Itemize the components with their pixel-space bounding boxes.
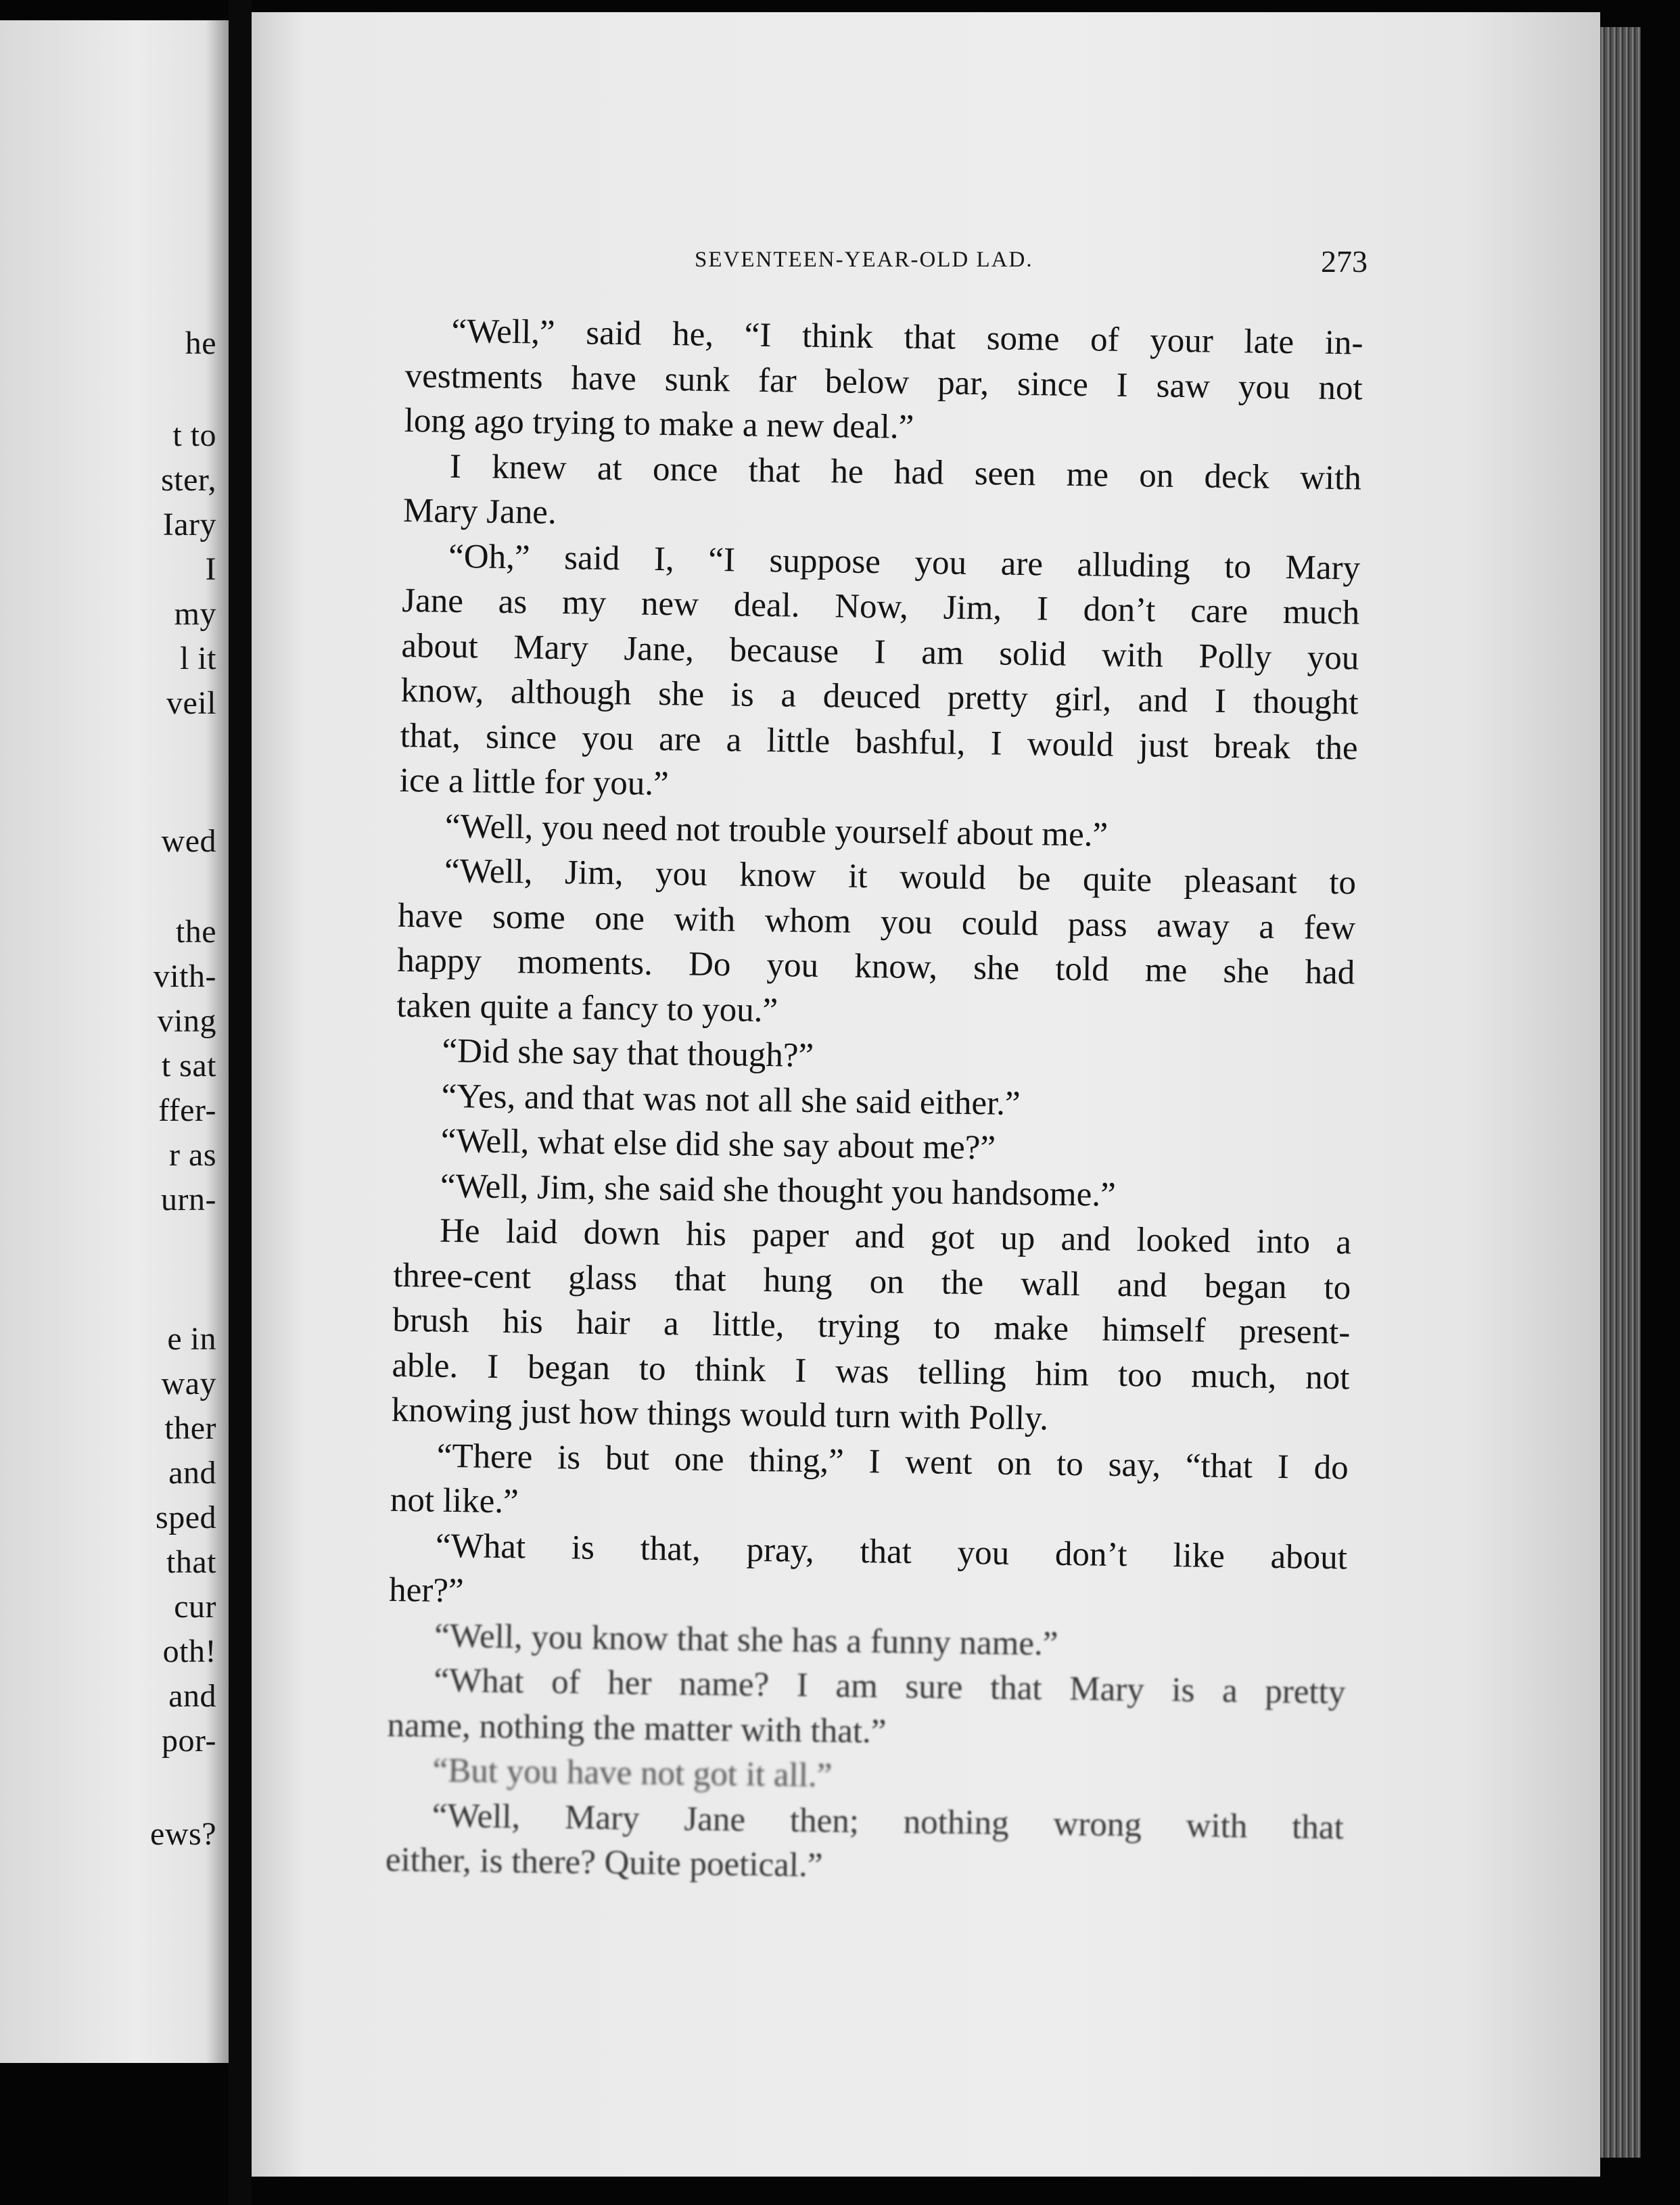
text-line: not like.” [390, 1481, 519, 1521]
book-gutter [229, 0, 252, 2205]
text-line: He laid down his paper and got up and looked into a [439, 1211, 1352, 1262]
text-line: three-cent glass that hung on the wall and began to [392, 1256, 1351, 1307]
text-line: ice a little for you.” [399, 761, 670, 804]
left-fragment: t sat [161, 1048, 216, 1084]
text-line: vestments have sunk far below par, since I saw you not [404, 356, 1363, 408]
left-fragment: t to [172, 417, 216, 453]
text-line: “There is but one thing,” I went on to say, “that I do [436, 1437, 1349, 1487]
left-fragment: sped [156, 1500, 216, 1535]
left-fragment: oth! [162, 1633, 216, 1669]
text-line: Mary Jane. [402, 491, 557, 532]
text-line: “Well, you know that she has a funny name.” [434, 1617, 1058, 1663]
left-facing-page [0, 20, 229, 2063]
text-line: knowing just how things would turn with Polly. [391, 1391, 1049, 1438]
left-fragment: way [161, 1366, 216, 1401]
left-fragment: wed [161, 823, 216, 859]
text-line: “Yes, and that was not all she said either.” [441, 1077, 1021, 1123]
body-text [386, 308, 1363, 1895]
text-line: about Mary Jane, because I am solid with Polly you [401, 626, 1359, 677]
left-fragment: and [168, 1455, 216, 1491]
text-line: brush his hair a little, trying to make himself present- [392, 1301, 1351, 1352]
text-line: I knew at once that he had seen me on deck with [449, 447, 1362, 498]
text-line: “Oh,” said I, “I suppose you are alluding to Mary [448, 537, 1361, 588]
left-fragment: the [175, 914, 216, 950]
page-number: 273 [1321, 244, 1368, 279]
text-line: happy moments. Do you know, she told me she had [397, 941, 1355, 992]
text-line: “Well, Mary Jane then; nothing wrong with that [431, 1796, 1345, 1847]
text-line: name, nothing the matter with that.” [387, 1706, 887, 1750]
text-line: “What of her name? I am sure that Mary is a pretty [434, 1661, 1346, 1712]
left-fragment: that [166, 1544, 216, 1580]
text-line: have some one with whom you could pass away a few [397, 896, 1356, 947]
text-line: “Well, you need not trouble yourself about me.” [444, 807, 1109, 854]
left-fragment: l it [179, 641, 216, 676]
left-fragment: ster, [161, 462, 216, 498]
text-line: long ago trying to make a new deal.” [404, 401, 914, 446]
text-line: “Did she say that though?” [442, 1031, 814, 1075]
text-line: “But you have not got it all.” [432, 1751, 833, 1795]
text-line: either, is there? Quite poetical.” [385, 1840, 823, 1885]
text-line: taken quite a fancy to you.” [396, 986, 778, 1029]
text-line: able. I began to think I was telling him too much, not [392, 1346, 1350, 1397]
left-fragment: he [185, 325, 216, 361]
text-line: “Well, Jim, she said she thought you handsome.” [440, 1167, 1117, 1214]
left-fragment: e in [167, 1321, 216, 1357]
left-fragment: urn- [161, 1182, 216, 1217]
text-line: that, since you are a little bashful, I would just break the [400, 716, 1358, 767]
left-fragment: veil [166, 685, 216, 721]
text-line: “What is that, pray, that you don’t like about [435, 1527, 1348, 1577]
left-fragment: I [205, 551, 216, 587]
left-fragment: Iary [162, 507, 216, 542]
left-fragment: cur [174, 1589, 216, 1625]
running-title: SEVENTEEN-YEAR-OLD LAD. [695, 248, 1033, 272]
left-fragment: por- [161, 1723, 216, 1759]
left-fragment: ther [164, 1410, 216, 1446]
left-fragment: r as [169, 1137, 216, 1173]
page-edge-stack [1600, 27, 1641, 2158]
text-line: Jane as my new deal. Now, Jim, I don’t care much [401, 581, 1360, 632]
left-fragment: ews? [150, 1816, 216, 1852]
left-fragment: vith- [153, 958, 216, 994]
running-head [441, 242, 1368, 289]
text-line: “Well, Jim, you know it would be quite pleasant to [444, 852, 1357, 902]
text-line: “Well, what else did she say about me?” [440, 1121, 996, 1167]
left-fragment: and [168, 1678, 216, 1714]
text-line: “Well,” said he, “I think that some of your late in- [451, 312, 1363, 363]
text-line: know, although she is a deuced pretty girl, and I thought [400, 671, 1359, 722]
left-fragment: ffer- [158, 1092, 216, 1128]
left-fragment: my [174, 596, 216, 632]
text-line: her?” [388, 1571, 464, 1610]
left-fragment: ving [157, 1003, 216, 1039]
